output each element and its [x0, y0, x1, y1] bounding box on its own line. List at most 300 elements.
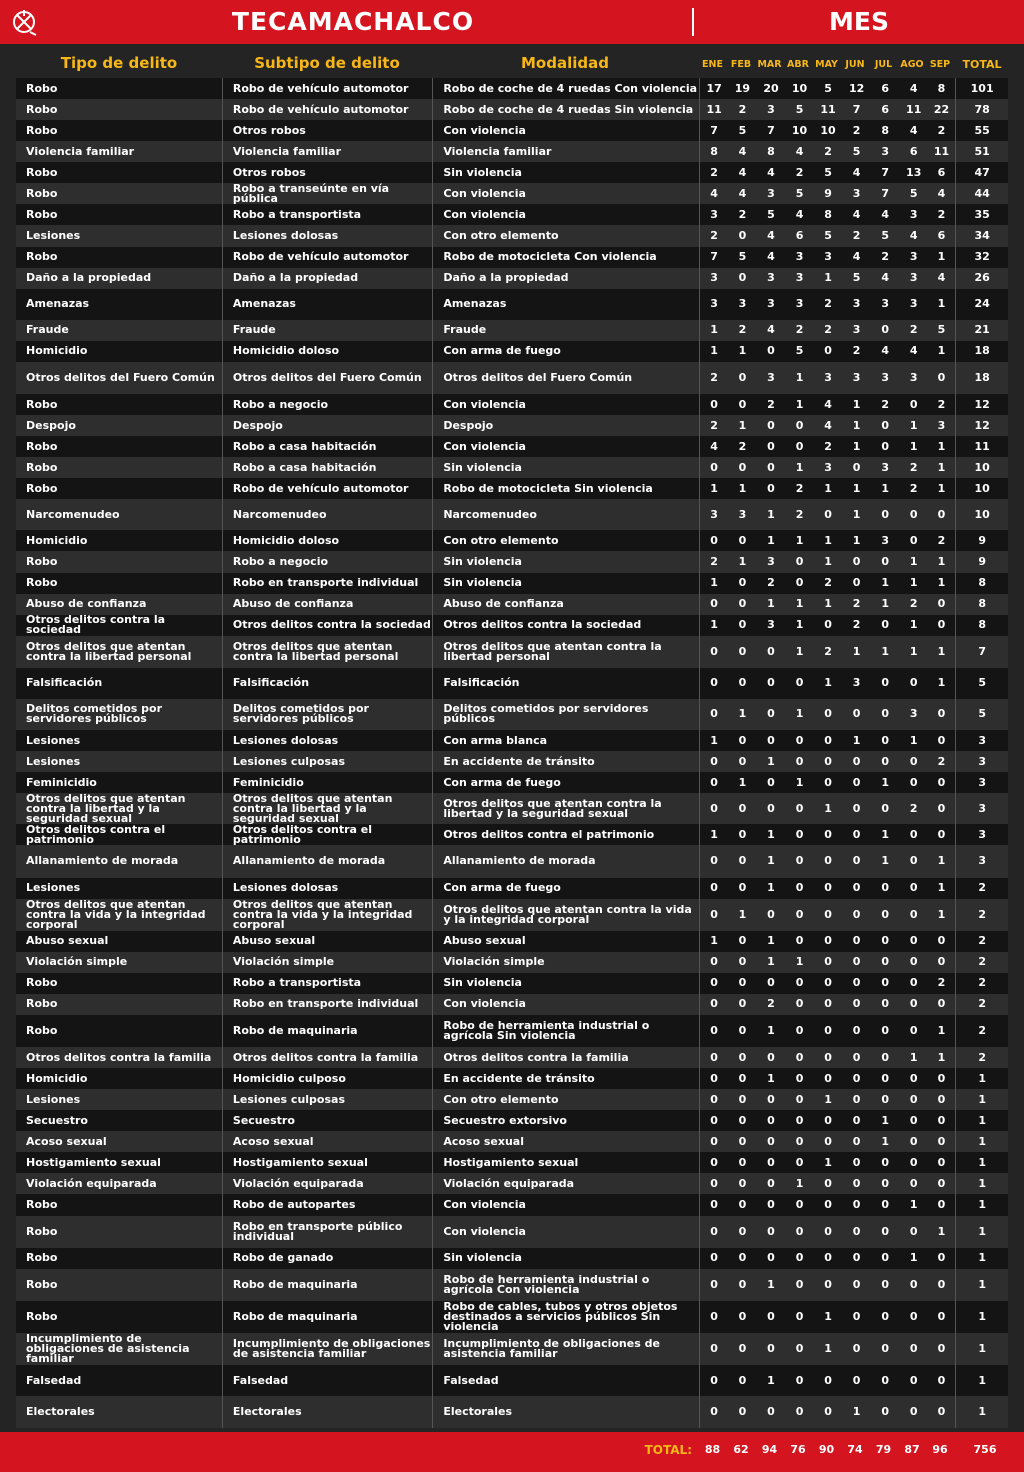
cell-month-value: 3: [928, 415, 956, 436]
cell-total: 9: [956, 551, 1008, 572]
cell-month-value: 0: [871, 551, 900, 572]
cell-tipo: Abuso de confianza: [16, 594, 222, 615]
cell-month-value: 0: [756, 341, 785, 362]
cell-month-value: 3: [900, 699, 928, 730]
cell-modalidad: Otros delitos que atentan contra la vida y la integridad corporal: [433, 899, 700, 931]
cell-month-value: 1: [814, 594, 843, 615]
cell-month-value: 3: [756, 362, 785, 394]
cell-month-value: 0: [928, 994, 956, 1015]
cell-month-value: 4: [900, 78, 928, 99]
cell-month-value: 0: [900, 973, 928, 994]
table-row: [16, 436, 1008, 457]
cell-month-value: 0: [699, 1396, 728, 1428]
table-row: [16, 845, 1008, 877]
cell-month-value: 1: [900, 573, 928, 594]
cell-subtipo: Narcomenudeo: [222, 499, 432, 530]
cell-month-value: 5: [871, 225, 900, 246]
cell-month-value: 0: [786, 1301, 814, 1333]
cell-month-value: 2: [786, 478, 814, 499]
cell-month-value: 1: [928, 289, 956, 320]
column-header-month: ABR: [787, 59, 809, 70]
cell-modalidad: Falsificación: [433, 668, 700, 699]
cell-modalidad: Con violencia: [433, 436, 700, 457]
cell-month-value: 11: [900, 99, 928, 120]
cell-month-value: 0: [756, 415, 785, 436]
month-total: 79: [875, 1443, 892, 1456]
cell-subtipo: Robo de maquinaria: [222, 1301, 432, 1333]
cell-month-value: 1: [843, 530, 871, 551]
column-header-month: SEP: [929, 59, 951, 70]
cell-month-value: 1: [928, 1015, 956, 1047]
cell-modalidad: Violencia familiar: [433, 141, 700, 162]
cell-subtipo: Lesiones culposas: [222, 1089, 432, 1110]
cell-subtipo: Robo en transporte individual: [222, 994, 432, 1015]
cell-month-value: 2: [699, 415, 728, 436]
cell-tipo: Lesiones: [16, 751, 222, 772]
totals-label: TOTAL:: [644, 1443, 692, 1457]
cell-tipo: Robo: [16, 994, 222, 1015]
cell-month-value: 3: [756, 268, 785, 289]
cell-month-value: 3: [756, 551, 785, 572]
cell-month-value: 0: [786, 1248, 814, 1269]
cell-month-value: 1: [699, 615, 728, 636]
cell-month-value: 3: [728, 499, 756, 530]
cell-month-value: 2: [871, 247, 900, 268]
cell-month-value: 0: [843, 1301, 871, 1333]
cell-month-value: 2: [900, 478, 928, 499]
cell-month-value: 0: [814, 824, 843, 845]
cell-month-value: 3: [699, 289, 728, 320]
cell-month-value: 0: [843, 457, 871, 478]
cell-month-value: 0: [871, 1216, 900, 1248]
cell-subtipo: Otros delitos que atentan contra la libertad y la seguridad sexual: [222, 793, 432, 824]
cell-month-value: 3: [843, 289, 871, 320]
cell-total: 3: [956, 751, 1008, 772]
table-row: [16, 1047, 1008, 1068]
cell-modalidad: Sin violencia: [433, 551, 700, 572]
cell-modalidad: Robo de herramienta industrial o agrícola Con violencia: [433, 1269, 700, 1301]
cell-month-value: 0: [928, 615, 956, 636]
cell-month-value: 0: [928, 1131, 956, 1152]
cell-tipo: Robo: [16, 573, 222, 594]
cell-subtipo: Robo de vehículo automotor: [222, 478, 432, 499]
table-row: [16, 1248, 1008, 1269]
cell-month-value: 4: [871, 341, 900, 362]
table-row: [16, 141, 1008, 162]
column-header-month: AGO: [900, 59, 924, 70]
cell-tipo: Robo: [16, 1216, 222, 1248]
cell-month-value: 0: [728, 824, 756, 845]
cell-modalidad: Violación simple: [433, 952, 700, 973]
cell-month-value: 1: [814, 268, 843, 289]
cell-month-value: 0: [843, 1269, 871, 1301]
cell-month-value: 0: [814, 751, 843, 772]
cell-month-value: 1: [756, 530, 785, 551]
table-row: [16, 699, 1008, 730]
cell-modalidad: Otros delitos del Fuero Común: [433, 362, 700, 394]
cell-month-value: 1: [900, 551, 928, 572]
table-row: [16, 478, 1008, 499]
cell-month-value: 0: [786, 899, 814, 931]
cell-month-value: 1: [814, 530, 843, 551]
cell-month-value: 0: [728, 730, 756, 751]
column-header-tipo: Tipo de delito: [60, 54, 178, 72]
cell-month-value: 1: [900, 436, 928, 457]
cell-month-value: 0: [728, 994, 756, 1015]
cell-month-value: 0: [699, 1173, 728, 1194]
cell-month-value: 1: [814, 1152, 843, 1173]
table-row: [16, 1301, 1008, 1333]
cell-month-value: 0: [843, 793, 871, 824]
cell-tipo: Acoso sexual: [16, 1131, 222, 1152]
cell-month-value: 0: [814, 1396, 843, 1428]
cell-month-value: 2: [814, 436, 843, 457]
cell-month-value: 0: [756, 899, 785, 931]
cell-month-value: 0: [699, 772, 728, 793]
cell-month-value: 6: [928, 162, 956, 183]
cell-month-value: 1: [699, 341, 728, 362]
table-row: [16, 994, 1008, 1015]
cell-month-value: 6: [786, 225, 814, 246]
cell-month-value: 0: [871, 1248, 900, 1269]
cell-month-value: 0: [814, 1047, 843, 1068]
cell-total: 18: [956, 341, 1008, 362]
cell-month-value: 0: [699, 899, 728, 931]
cell-month-value: 1: [814, 1333, 843, 1365]
cell-total: 3: [956, 824, 1008, 845]
cell-month-value: 4: [928, 183, 956, 204]
cell-subtipo: Electorales: [222, 1396, 432, 1428]
cell-modalidad: Con violencia: [433, 994, 700, 1015]
cell-month-value: 1: [928, 1216, 956, 1248]
cell-month-value: 1: [756, 751, 785, 772]
cell-month-value: 0: [928, 594, 956, 615]
cell-month-value: 0: [699, 1152, 728, 1173]
cell-month-value: 0: [756, 636, 785, 668]
cell-total: 2: [956, 994, 1008, 1015]
cell-month-value: 1: [843, 730, 871, 751]
crime-table: [16, 78, 1008, 1428]
table-row: [16, 268, 1008, 289]
cell-subtipo: Robo en transporte individual: [222, 573, 432, 594]
cell-month-value: 5: [814, 78, 843, 99]
cell-month-value: 0: [728, 1173, 756, 1194]
table-row: [16, 931, 1008, 952]
cell-month-value: 2: [728, 204, 756, 225]
cell-month-value: 3: [871, 530, 900, 551]
cell-tipo: Robo: [16, 120, 222, 141]
cell-month-value: 0: [756, 973, 785, 994]
cell-month-value: 19: [728, 78, 756, 99]
column-header-month: JUN: [845, 59, 865, 70]
cell-month-value: 0: [843, 1131, 871, 1152]
cell-month-value: 0: [871, 1015, 900, 1047]
cell-month-value: 4: [900, 341, 928, 362]
cell-month-value: 0: [814, 1110, 843, 1131]
cell-subtipo: Allanamiento de morada: [222, 845, 432, 877]
cell-month-value: 0: [728, 594, 756, 615]
cell-subtipo: Robo a negocio: [222, 551, 432, 572]
cell-month-value: 1: [928, 341, 956, 362]
cell-month-value: 0: [814, 1269, 843, 1301]
cell-tipo: Robo: [16, 1269, 222, 1301]
cell-month-value: 0: [928, 1333, 956, 1365]
cell-modalidad: Otros delitos contra la familia: [433, 1047, 700, 1068]
cell-tipo: Homicidio: [16, 341, 222, 362]
table-row: [16, 1152, 1008, 1173]
cell-month-value: 0: [756, 772, 785, 793]
cell-month-value: 0: [699, 457, 728, 478]
cell-month-value: 0: [786, 931, 814, 952]
cell-month-value: 0: [699, 1110, 728, 1131]
cell-month-value: 1: [928, 247, 956, 268]
cell-month-value: 0: [756, 478, 785, 499]
cell-month-value: 4: [900, 120, 928, 141]
cell-month-value: 0: [928, 362, 956, 394]
cell-month-value: 0: [871, 931, 900, 952]
cell-month-value: 1: [900, 1248, 928, 1269]
table-row: [16, 573, 1008, 594]
cell-month-value: 1: [814, 668, 843, 699]
cell-month-value: 0: [928, 1301, 956, 1333]
cell-month-value: 0: [756, 1194, 785, 1215]
cell-month-value: 0: [728, 1110, 756, 1131]
table-row: [16, 415, 1008, 436]
cell-month-value: 1: [871, 1110, 900, 1131]
cell-month-value: 1: [928, 436, 956, 457]
cell-month-value: 0: [699, 952, 728, 973]
cell-month-value: 0: [699, 594, 728, 615]
cell-month-value: 0: [928, 730, 956, 751]
cell-total: 9: [956, 530, 1008, 551]
table-row: [16, 457, 1008, 478]
cell-month-value: 1: [756, 594, 785, 615]
cell-modalidad: Robo de cables, tubos y otros objetos destinados a servicios públicos Sin violencia: [433, 1301, 700, 1333]
cell-tipo: Robo: [16, 1194, 222, 1215]
cell-tipo: Robo: [16, 394, 222, 415]
cell-month-value: 1: [756, 952, 785, 973]
cell-month-value: 1: [928, 457, 956, 478]
cell-month-value: 6: [871, 78, 900, 99]
cell-month-value: 4: [699, 436, 728, 457]
cell-total: 55: [956, 120, 1008, 141]
cell-month-value: 4: [843, 162, 871, 183]
table-row: [16, 1110, 1008, 1131]
cell-subtipo: Incumplimiento de obligaciones de asistencia familiar: [222, 1333, 432, 1365]
cell-month-value: 0: [843, 1365, 871, 1396]
cell-month-value: 0: [756, 1216, 785, 1248]
cell-month-value: 1: [728, 772, 756, 793]
cell-month-value: 0: [928, 699, 956, 730]
cell-month-value: 1: [728, 551, 756, 572]
cell-month-value: 1: [928, 573, 956, 594]
cell-month-value: 0: [900, 1396, 928, 1428]
column-header-subtipo: Subtipo de delito: [254, 54, 400, 72]
cell-month-value: 0: [843, 824, 871, 845]
month-total: 62: [733, 1443, 749, 1456]
cell-month-value: 1: [786, 457, 814, 478]
cell-total: 2: [956, 899, 1008, 931]
column-header-month: MAR: [757, 59, 782, 70]
cell-month-value: 0: [699, 1068, 728, 1089]
cell-total: 1: [956, 1152, 1008, 1173]
cell-month-value: 0: [871, 1047, 900, 1068]
cell-month-value: 2: [843, 120, 871, 141]
cell-month-value: 8: [814, 204, 843, 225]
month-total: 88: [704, 1443, 721, 1456]
cell-month-value: 5: [756, 204, 785, 225]
cell-month-value: 0: [814, 952, 843, 973]
cell-month-value: 1: [814, 1089, 843, 1110]
cell-total: 34: [956, 225, 1008, 246]
cell-month-value: 3: [871, 362, 900, 394]
cell-total: 47: [956, 162, 1008, 183]
month-total: 76: [790, 1443, 806, 1456]
table-row: [16, 793, 1008, 824]
cell-total: 8: [956, 615, 1008, 636]
cell-tipo: Robo: [16, 162, 222, 183]
cell-month-value: 0: [871, 1333, 900, 1365]
cell-month-value: 0: [900, 899, 928, 931]
cell-subtipo: Abuso sexual: [222, 931, 432, 952]
cell-month-value: 22: [928, 99, 956, 120]
cell-month-value: 11: [928, 141, 956, 162]
table-row: [16, 751, 1008, 772]
cell-subtipo: Robo de vehículo automotor: [222, 78, 432, 99]
cell-month-value: 0: [728, 1131, 756, 1152]
cell-month-value: 4: [728, 162, 756, 183]
cell-month-value: 0: [814, 973, 843, 994]
cell-modalidad: Otros delitos contra la sociedad: [433, 615, 700, 636]
cell-month-value: 2: [756, 573, 785, 594]
table-row: [16, 78, 1008, 99]
cell-month-value: 17: [699, 78, 728, 99]
cell-subtipo: Violación simple: [222, 952, 432, 973]
cell-total: 1: [956, 1248, 1008, 1269]
cell-month-value: 3: [871, 289, 900, 320]
cell-month-value: 0: [900, 878, 928, 899]
cell-month-value: 2: [928, 204, 956, 225]
cell-month-value: 1: [900, 615, 928, 636]
cell-month-value: 1: [756, 824, 785, 845]
cell-total: 51: [956, 141, 1008, 162]
cell-month-value: 0: [843, 845, 871, 877]
cell-subtipo: Amenazas: [222, 289, 432, 320]
cell-month-value: 0: [786, 1152, 814, 1173]
cell-total: 3: [956, 730, 1008, 751]
cell-subtipo: Otros delitos contra la sociedad: [222, 615, 432, 636]
table-row: [16, 668, 1008, 699]
column-header-modalidad: Modalidad: [521, 54, 609, 72]
cell-month-value: 1: [786, 772, 814, 793]
cell-month-value: 0: [871, 1365, 900, 1396]
cell-month-value: 0: [756, 1333, 785, 1365]
cell-month-value: 2: [814, 573, 843, 594]
cell-month-value: 4: [756, 225, 785, 246]
cell-month-value: 1: [814, 478, 843, 499]
cell-month-value: 0: [699, 1131, 728, 1152]
cell-total: 2: [956, 952, 1008, 973]
cell-month-value: 0: [928, 1110, 956, 1131]
cell-modalidad: En accidente de tránsito: [433, 751, 700, 772]
cell-month-value: 0: [843, 899, 871, 931]
cell-month-value: 7: [699, 120, 728, 141]
cell-modalidad: Sin violencia: [433, 457, 700, 478]
cell-month-value: 0: [900, 530, 928, 551]
cell-tipo: Allanamiento de morada: [16, 845, 222, 877]
cell-month-value: 0: [900, 1089, 928, 1110]
cell-month-value: 3: [843, 668, 871, 699]
cell-tipo: Falsificación: [16, 668, 222, 699]
cell-total: 2: [956, 1047, 1008, 1068]
cell-month-value: 1: [786, 362, 814, 394]
cell-month-value: 2: [843, 341, 871, 362]
table-row: [16, 530, 1008, 551]
column-header-month: JUL: [874, 59, 893, 70]
cell-modalidad: Con arma de fuego: [433, 772, 700, 793]
cell-month-value: 6: [900, 141, 928, 162]
cell-month-value: 4: [786, 204, 814, 225]
cell-month-value: 0: [728, 1047, 756, 1068]
cell-month-value: 0: [928, 499, 956, 530]
cell-month-value: 0: [871, 1396, 900, 1428]
cell-tipo: Incumplimiento de obligaciones de asistencia familiar: [16, 1333, 222, 1365]
cell-total: 1: [956, 1301, 1008, 1333]
cell-modalidad: Incumplimiento de obligaciones de asistencia familiar: [433, 1333, 700, 1365]
cell-month-value: 2: [728, 320, 756, 341]
cell-month-value: 0: [728, 1152, 756, 1173]
cell-subtipo: Lesiones dolosas: [222, 878, 432, 899]
cell-month-value: 0: [843, 1216, 871, 1248]
table-row: [16, 772, 1008, 793]
cell-month-value: 3: [699, 204, 728, 225]
cell-month-value: 2: [728, 99, 756, 120]
cell-month-value: 0: [928, 1365, 956, 1396]
cell-month-value: 5: [814, 225, 843, 246]
cell-month-value: 4: [928, 268, 956, 289]
cell-month-value: 0: [843, 1173, 871, 1194]
cell-month-value: 2: [814, 636, 843, 668]
cell-month-value: 0: [756, 1047, 785, 1068]
cell-month-value: 0: [699, 1216, 728, 1248]
cell-month-value: 0: [699, 973, 728, 994]
cell-month-value: 0: [728, 973, 756, 994]
cell-month-value: 4: [871, 268, 900, 289]
cell-total: 1: [956, 1396, 1008, 1428]
table-row: [16, 394, 1008, 415]
cell-month-value: 0: [699, 530, 728, 551]
cell-month-value: 3: [756, 99, 785, 120]
cell-subtipo: Robo de maquinaria: [222, 1269, 432, 1301]
cell-month-value: 0: [871, 668, 900, 699]
cell-month-value: 0: [699, 1248, 728, 1269]
cell-tipo: Fraude: [16, 320, 222, 341]
cell-month-value: 2: [928, 394, 956, 415]
cell-total: 18: [956, 362, 1008, 394]
cell-total: 1: [956, 1131, 1008, 1152]
cell-month-value: 0: [814, 1131, 843, 1152]
cell-month-value: 4: [756, 320, 785, 341]
cell-month-value: 0: [786, 1068, 814, 1089]
cell-month-value: 0: [814, 1173, 843, 1194]
cell-modalidad: Con otro elemento: [433, 530, 700, 551]
cell-subtipo: Otros delitos del Fuero Común: [222, 362, 432, 394]
cell-tipo: Daño a la propiedad: [16, 268, 222, 289]
table-row: [16, 289, 1008, 320]
cell-month-value: 1: [900, 730, 928, 751]
cell-month-value: 0: [871, 699, 900, 730]
cell-month-value: 0: [871, 751, 900, 772]
